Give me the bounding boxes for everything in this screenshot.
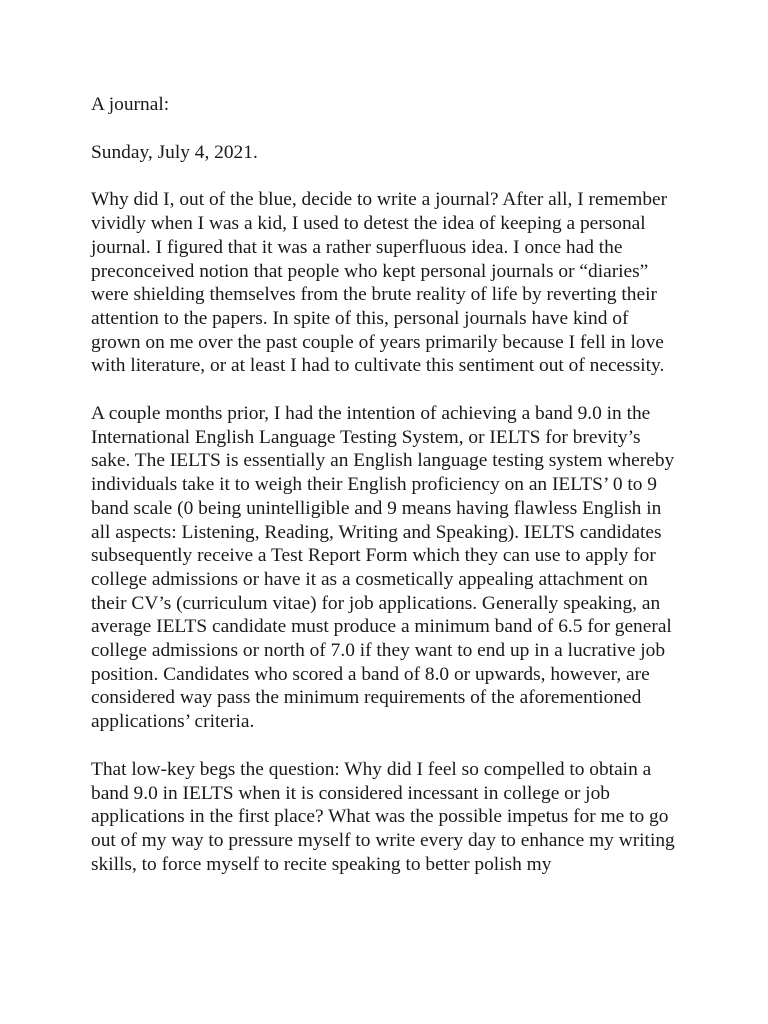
- journal-date: Sunday, July 4, 2021.: [91, 141, 258, 163]
- paragraph-3: That low-key begs the question: Why did I feel so compelled to obtain a band 9.0 in IELTS when it is considered incessant in college or job applications in the first place? What was the possible impetus for me to go out of my way to pressure myself to write every day to enhance my writing skills, to force myself to recite speaking to better polish my: [91, 758, 675, 875]
- paragraph-2: A couple months prior, I had the intention of achieving a band 9.0 in the International English Language Testing System, or IELTS for brevity’s sake. The IELTS is essentially an English language testing system whereby individuals take it to weigh their English proficiency on an IELTS’ 0 to 9 band scale (0 being unintelligible and 9 means having flawless English in all aspects: Listening, Reading, Writing and Speaking). IELTS candidates subsequently receive a Test Report Form which they can use to apply for college admissions or have it as a cosmetically appealing attachment on their CV’s (curriculum vitae) for job applications. Generally speaking, an average IELTS candidate must produce a minimum band of 6.5 for general college admissions or north of 7.0 if they want to end up in a lucrative job position. Candidates who scored a band of 8.0 or upwards, however, are considered way pass the minimum requirements of the aforementioned applications’ criteria.: [91, 403, 675, 733]
- journal-heading: A journal:: [91, 94, 170, 115]
- paragraph-1: Why did I, out of the blue, decide to write a journal? After all, I remember vividly when I was a kid, I used to detest the idea of keeping a personal journal. I figured that it was a rather superfluous idea. I once had the preconceived notion that people who kept personal journals or “diaries” were shielding themselves from the brute reality of life by reverting their attention to the papers. In spite of this, personal journals have kind of grown on me over the past couple of years primarily because I fell in love with literature, or at least I had to cultivate this sentiment out of necessity.: [91, 189, 668, 377]
